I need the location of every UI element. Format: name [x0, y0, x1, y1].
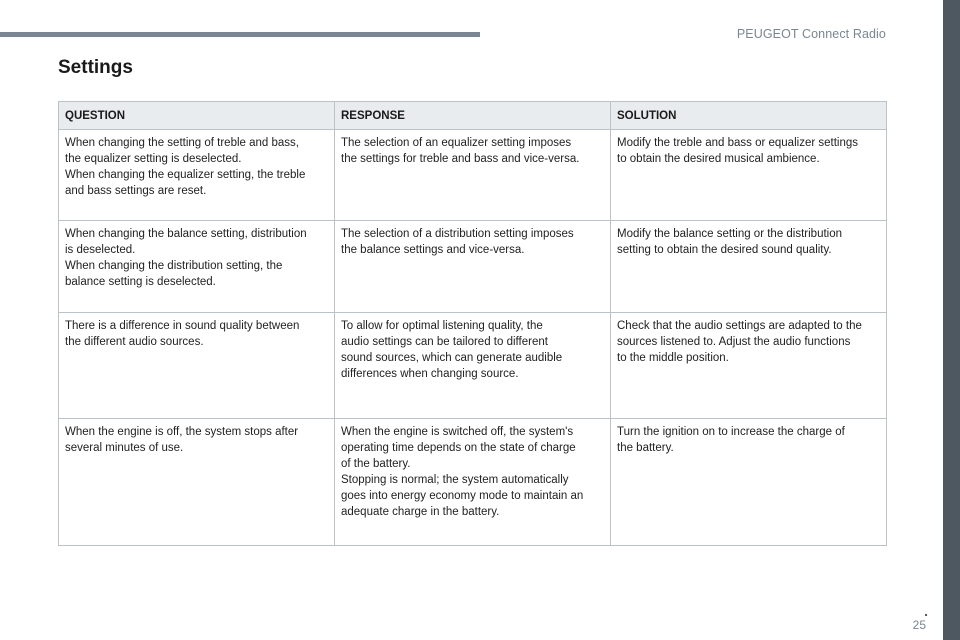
response-cell [335, 419, 611, 546]
cell-line: goes into energy economy mode to maintain an [341, 490, 584, 502]
cell-line: The selection of a distribution setting imposes [341, 228, 574, 240]
faq-table [58, 101, 887, 546]
question-cell [59, 221, 335, 313]
cell-line: the settings for treble and bass and vice-versa. [341, 153, 580, 165]
response-cell [335, 130, 611, 221]
solution-cell [611, 313, 887, 419]
cell-line: The selection of an equalizer setting imposes [341, 137, 572, 149]
cell-line: Turn the ignition on to increase the charge of [617, 426, 845, 438]
question-cell [59, 419, 335, 546]
cell-line: of the battery. [341, 458, 411, 470]
side-strip [943, 0, 960, 640]
page-number: 25 [912, 618, 926, 632]
solution-cell [611, 221, 887, 313]
cell-line: Stopping is normal; the system automatically [341, 474, 569, 486]
table-row [59, 419, 887, 546]
cell-line: and bass settings are reset. [65, 185, 207, 197]
brand-header: PEUGEOT Connect Radio [736, 27, 886, 41]
cell-line: When changing the equalizer setting, the treble [65, 169, 306, 181]
question-cell [59, 130, 335, 221]
cell-line: sound sources, which can generate audible [341, 352, 563, 364]
solution-cell [611, 130, 887, 221]
cell-line: When changing the distribution setting, the [65, 260, 283, 272]
cell-line: When changing the balance setting, distribution [65, 228, 307, 240]
table-row [59, 130, 887, 221]
column-header-solution: SOLUTION [611, 102, 887, 130]
header-accent-bar [0, 32, 480, 37]
response-cell [335, 221, 611, 313]
response-cell [335, 313, 611, 419]
cell-line: differences when changing source. [341, 368, 519, 380]
table-row [59, 313, 887, 419]
cell-line: to the middle position. [617, 352, 729, 364]
table-row [59, 221, 887, 313]
cell-line: audio settings can be tailored to different [341, 336, 548, 348]
table-header-row [59, 102, 887, 130]
page-title: Settings [58, 57, 133, 78]
cell-line: balance setting is deselected. [65, 276, 216, 288]
cell-line: sources listened to. Adjust the audio functions [617, 336, 851, 348]
cell-line: To allow for optimal listening quality, the [341, 320, 543, 332]
cell-line: adequate charge in the battery. [341, 506, 500, 518]
cell-line: the battery. [617, 442, 674, 454]
solution-cell [611, 419, 887, 546]
cell-line: When the engine is switched off, the system's [341, 426, 574, 438]
cell-line: several minutes of use. [65, 442, 184, 454]
footer-mark: . [924, 603, 928, 619]
cell-line: When changing the setting of treble and bass, [65, 137, 299, 149]
cell-line: the different audio sources. [65, 336, 204, 348]
cell-line: Modify the treble and bass or equalizer settings [617, 137, 858, 149]
cell-line: the equalizer setting is deselected. [65, 153, 242, 165]
cell-line: When the engine is off, the system stops after [65, 426, 299, 438]
question-cell [59, 313, 335, 419]
cell-line: Modify the balance setting or the distribution [617, 228, 843, 240]
cell-line: operating time depends on the state of charge [341, 442, 576, 454]
cell-line: to obtain the desired musical ambience. [617, 153, 820, 165]
column-header-response: RESPONSE [335, 102, 611, 130]
cell-line: There is a difference in sound quality between [65, 320, 300, 332]
cell-line: setting to obtain the desired sound quality. [617, 244, 832, 256]
cell-line: Check that the audio settings are adapted to the [617, 320, 862, 332]
cell-line: is deselected. [65, 244, 136, 256]
cell-line: the balance settings and vice-versa. [341, 244, 525, 256]
column-header-question: QUESTION [59, 102, 335, 130]
